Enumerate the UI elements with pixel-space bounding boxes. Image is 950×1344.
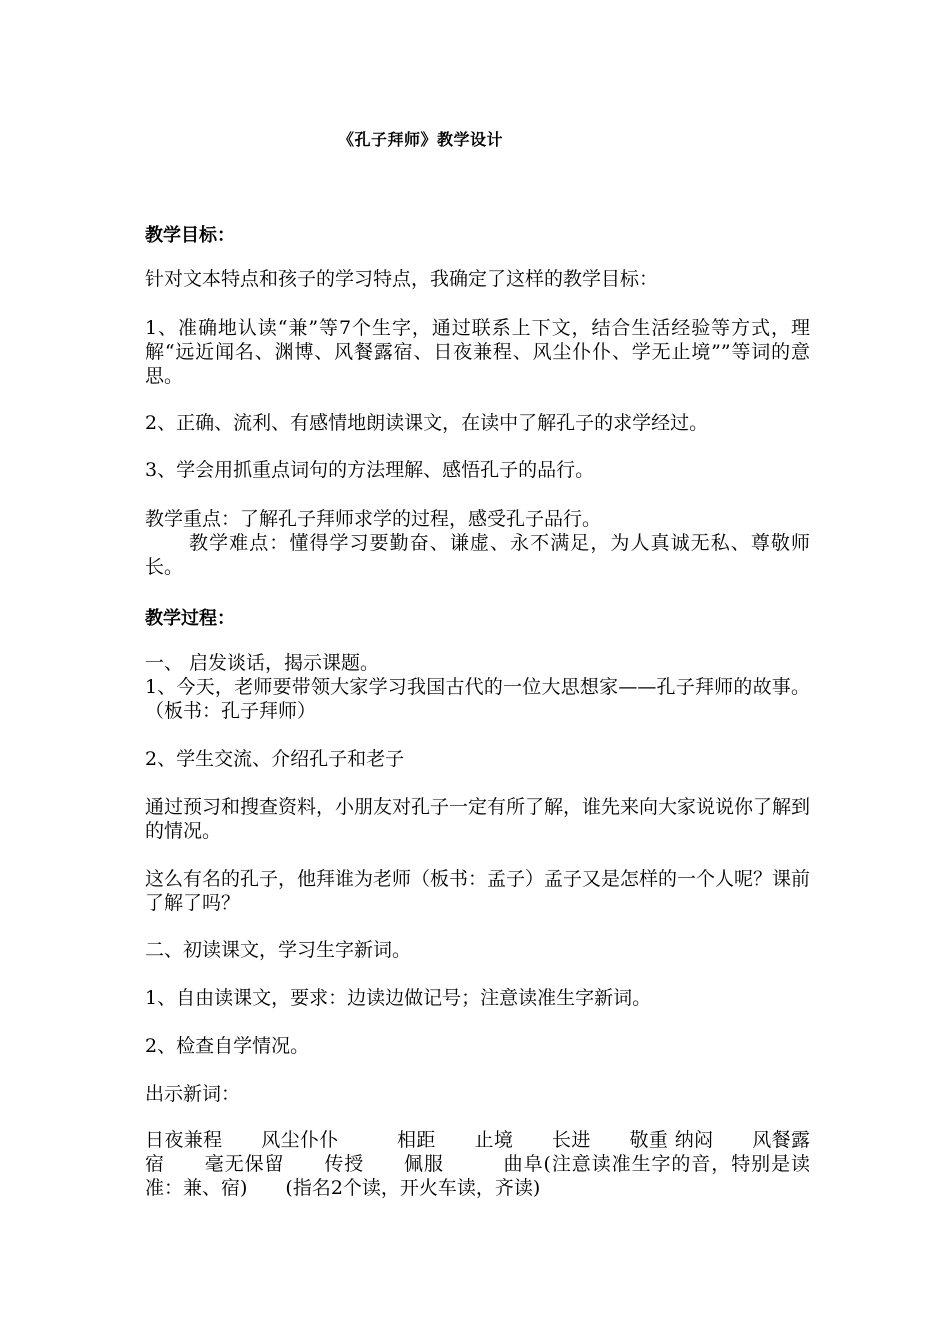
objective-item-3: 3、学会用抓重点词句的方法理解、感悟孔子的品行。	[145, 459, 595, 481]
difficulty: 教学难点：懂得学习要勤奋、谦虚、永不满足，为人真诚无私、尊敬师长。	[145, 532, 810, 578]
document-title: 《孔子拜师》教学设计	[338, 130, 504, 149]
part2-title: 二、初读课文，学习生字新词。	[145, 939, 412, 961]
new-words-label: 出示新词：	[145, 1083, 241, 1105]
new-words-list: 日夜兼程 风尘仆仆 相距 止境 长进 敬重 纳闷 风餐露宿 毫无保留 传授 佩服 曲阜(注意读准生字的音，特别是读准：兼、宿) (指名2个读，开火车读，齐读)	[145, 1129, 810, 1199]
objective-item-1: 1、准确地认读“兼”等7个生字，通过联系上下文，结合生活经验等方式，理解“远近闻名、渊博、风餐露宿、日夜兼程、风尘仆仆、学无止境””等词的意思。	[145, 317, 810, 387]
part1-paragraph-2: 这么有名的孔子，他拜谁为老师（板书：孟子）孟子又是怎样的一个人呢？课前了解了吗？	[145, 868, 811, 914]
part2-item-1: 1、自由读课文，要求：边读边做记号；注意读准生字新词。	[145, 987, 652, 1009]
part1-item-1: 1、今天，老师要带领大家学习我国古代的一位大思想家——孔子拜师的故事。（板书：孔子拜师）	[145, 676, 810, 722]
part1-paragraph-1: 通过预习和搜查资料，小朋友对孔子一定有所了解，谁先来向大家说说你了解到的情况。	[145, 796, 811, 842]
part2-item-2: 2、检查自学情况。	[145, 1035, 310, 1057]
part1-item-2: 2、学生交流、介绍孔子和老子	[145, 748, 405, 770]
objective-item-2: 2、正确、流利、有感情地朗读课文，在读中了解孔子的求学经过。	[145, 412, 709, 434]
part1-title: 一、 启发谈话，揭示课题。	[145, 652, 380, 674]
objectives-heading: 教学目标：	[145, 225, 235, 246]
key-point: 教学重点：了解孔子拜师求学的过程，感受孔子品行。	[145, 508, 602, 530]
objectives-intro: 针对文本特点和孩子的学习特点，我确定了这样的教学目标：	[145, 268, 659, 290]
process-heading: 教学过程：	[145, 608, 235, 629]
